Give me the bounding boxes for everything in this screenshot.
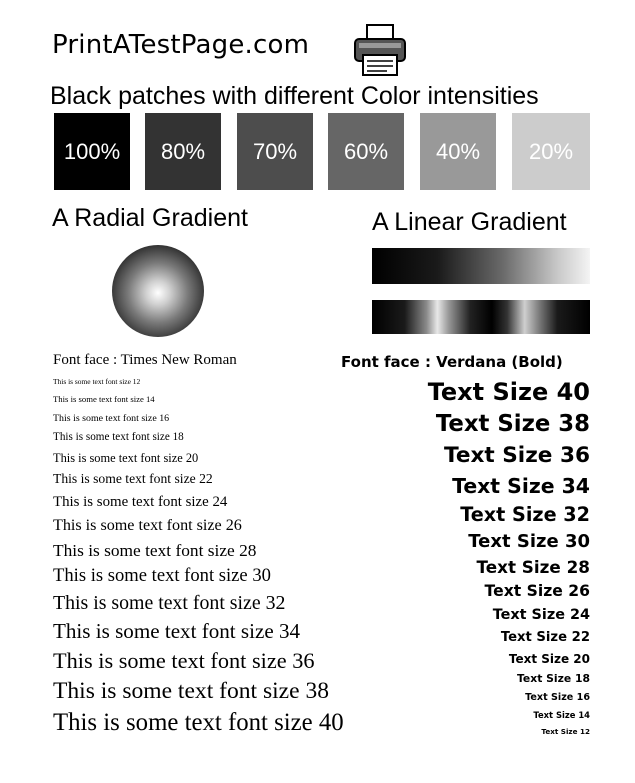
serif-font-label: Font face : Times New Roman	[53, 352, 237, 368]
bold-font-label: Font face : Verdana (Bold)	[341, 353, 563, 371]
serif-text-line: This is some text font size 32	[53, 592, 286, 614]
serif-text-line: This is some text font size 40	[53, 709, 344, 736]
radial-gradient-heading: A Radial Gradient	[52, 204, 248, 232]
bold-text-line: Text Size 14	[533, 710, 590, 720]
patch-20-percent: 20%	[512, 113, 590, 190]
bold-text-line: Text Size 24	[492, 607, 590, 623]
serif-text-line: This is some text font size 26	[53, 517, 242, 534]
radial-gradient-circle	[112, 245, 204, 337]
patch-100-percent: 100%	[54, 113, 130, 190]
linear-gradient-heading: A Linear Gradient	[372, 208, 567, 236]
bold-text-line: Text Size 20	[508, 652, 590, 666]
patch-40-percent: 40%	[420, 113, 496, 190]
patch-80-percent: 80%	[145, 113, 221, 190]
serif-text-line: This is some text font size 30	[53, 565, 271, 586]
bold-text-line: Text Size 34	[452, 474, 590, 498]
serif-text-line: This is some text font size 22	[53, 471, 213, 486]
serif-text-line: This is some text font size 28	[53, 541, 257, 560]
linear-gradient-bar	[372, 248, 590, 284]
linear-gradient-banded-bar	[372, 300, 590, 334]
bold-text-line: Text Size 32	[460, 503, 590, 526]
bold-text-line: Text Size 28	[476, 557, 590, 577]
printer-icon	[351, 22, 409, 78]
bold-text-line: Text Size 30	[468, 531, 590, 552]
site-title: PrintATestPage.com	[52, 30, 310, 60]
serif-text-line: This is some text font size 36	[53, 648, 315, 673]
patch-60-percent: 60%	[328, 113, 404, 190]
bold-text-line: Text Size 40	[427, 378, 590, 406]
serif-text-line: This is some text font size 20	[53, 451, 199, 465]
serif-text-line: This is some text font size 14	[53, 394, 155, 404]
bold-text-line: Text Size 36	[443, 443, 590, 468]
bold-text-line: Text Size 22	[500, 630, 590, 645]
serif-text-line: This is some text font size 12	[53, 377, 141, 386]
serif-text-line: This is some text font size 16	[53, 413, 170, 424]
patch-70-percent: 70%	[237, 113, 313, 190]
serif-text-line: This is some text font size 38	[53, 678, 329, 704]
bold-text-line: Text Size 38	[435, 411, 590, 437]
bold-text-line: Text Size 16	[525, 692, 590, 703]
serif-text-line: This is some text font size 18	[53, 431, 184, 443]
bold-text-line: Text Size 12	[541, 727, 590, 736]
serif-text-line: This is some text font size 24	[53, 494, 228, 510]
bold-text-line: Text Size 18	[516, 672, 590, 685]
bold-text-line: Text Size 26	[484, 582, 590, 600]
patches-heading: Black patches with different Color intensities	[50, 82, 539, 110]
serif-text-line: This is some text font size 34	[53, 619, 301, 643]
